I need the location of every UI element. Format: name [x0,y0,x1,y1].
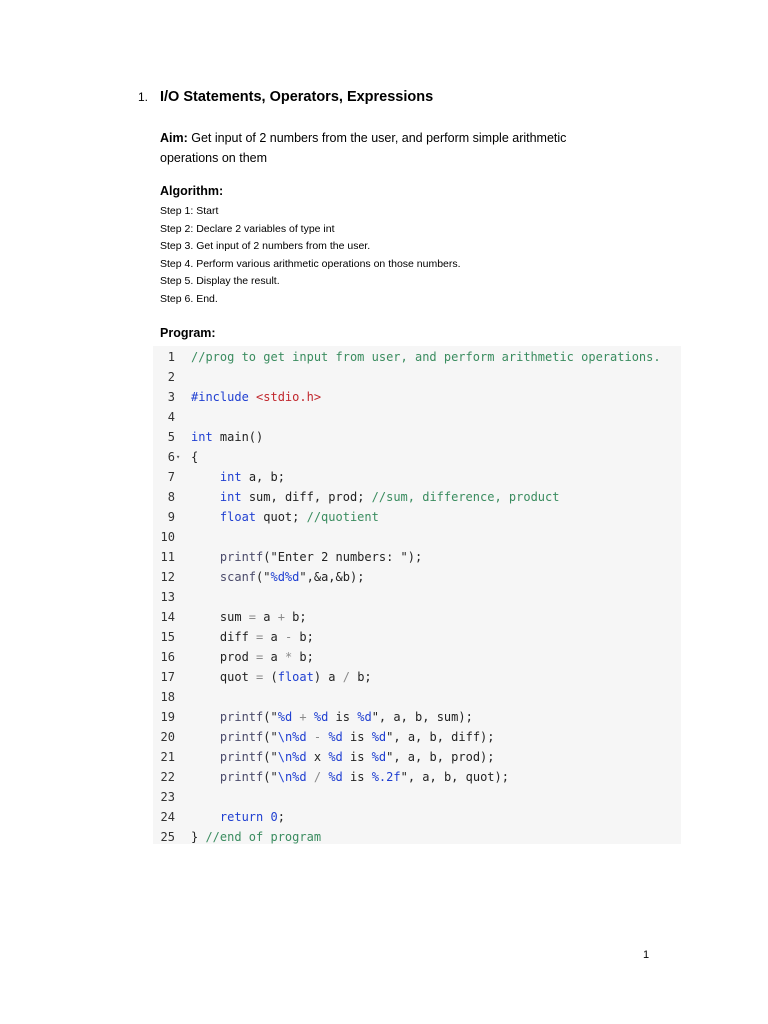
code-token: \n%d [277,750,307,764]
code-token: x [306,750,329,764]
code-token: b; [284,610,307,624]
algorithm-step: Step 3. Get input of 2 numbers from the user. [160,240,371,252]
code-text [191,807,285,827]
code-token: scanf [219,570,257,584]
line-number: 12 [160,570,175,584]
code-token [249,390,256,404]
code-token: return [219,810,264,824]
code-token: quot; [256,510,307,524]
code-text [191,747,495,767]
code-token: ; [277,810,285,824]
code-token: printf [219,750,264,764]
algorithm-steps [160,203,461,308]
code-token: a [263,630,285,644]
code-token: printf [219,550,264,564]
code-token: %d [371,750,387,764]
line-number: 25 [160,830,175,844]
code-token: (" [263,730,278,744]
code-token: = [256,670,264,684]
code-token [307,770,314,784]
algorithm-step: Step 6. End. [160,292,218,305]
code-token: - [284,630,293,644]
code-token: is [342,730,372,744]
code-text [191,547,422,567]
line-number: 4 [167,410,175,424]
code-token: is [342,770,372,784]
line-number: 20 [160,730,175,744]
code-token: is [342,750,372,764]
code-token: b; [349,670,372,684]
code-text [191,507,379,527]
line-number: 13 [160,590,175,604]
line-number: 6 [167,450,175,464]
code-token [191,470,220,484]
code-token: ", a, b, sum); [371,710,473,724]
code-token: (" [263,750,278,764]
code-token: ", a, b, diff); [386,730,495,744]
code-token: float [277,670,314,684]
code-token: main() [212,430,264,444]
code-token: ", a, b, quot); [400,770,509,784]
line-number: 1 [167,350,175,364]
algorithm-title: Algorithm: [160,184,224,198]
line-number: 21 [160,750,175,764]
code-token: //quotient [306,510,379,524]
line-number: 9 [167,510,175,524]
code-token: %.2f [371,770,401,784]
code-token: int [191,430,213,444]
code-token: int [219,490,242,504]
code-text [191,387,321,407]
code-token: / [313,770,322,784]
code-token [307,710,314,724]
line-number: 11 [160,550,175,564]
code-token: int [219,470,242,484]
section-number: 1. [138,90,149,104]
code-token: //prog to get input from user, and perform arithmetic operations. [191,350,661,364]
aim-paragraph [160,128,620,168]
code-text [191,667,372,687]
code-token: / [342,670,350,684]
code-token: + [299,710,307,724]
code-token: a [256,610,278,624]
code-token: printf [219,710,264,724]
code-token: //sum, difference, product [371,490,560,504]
code-token: (" [256,570,271,584]
code-token [307,730,314,744]
code-token: %d [328,770,343,784]
code-token: ( [263,670,278,684]
code-token: %d%d [270,570,300,584]
code-token: \n%d [277,730,307,744]
code-token: %d [313,710,329,724]
line-number: 2 [167,370,175,384]
code-text [191,427,263,447]
code-token: b; [292,650,314,664]
code-token [191,730,220,744]
line-number: 19 [160,710,175,724]
algorithm-step: Step 2: Declare 2 variables of type int [160,222,335,235]
code-block [153,346,681,844]
line-number: 23 [160,790,175,804]
code-token: printf [219,770,264,784]
code-token: (" [263,710,278,724]
code-text [191,647,314,667]
code-token: = [256,630,264,644]
code-text [191,567,364,587]
code-token: - [313,730,322,744]
code-token [191,510,220,524]
line-number: 14 [160,610,175,624]
algorithm-step: Step 5. Display the result. [160,275,280,287]
section-title: I/O Statements, Operators, Expressions [160,89,434,105]
code-token: 0 [270,810,278,824]
code-token [191,750,220,764]
program-title: Program: [160,326,216,340]
code-text [191,727,495,747]
code-text [191,627,314,647]
fold-arrow-icon[interactable]: ▾ [176,453,181,461]
code-token: + [277,610,285,624]
code-token: * [284,650,293,664]
line-number: 22 [160,770,175,784]
line-number: 7 [167,470,175,484]
code-token: %d [328,730,343,744]
code-token [263,810,270,824]
code-token: ("Enter 2 numbers: "); [263,550,423,564]
code-token: float [219,510,257,524]
code-text [191,767,509,787]
line-number: 8 [167,490,175,504]
line-number: 16 [160,650,175,664]
code-token: <stdio.h> [256,390,322,404]
code-token: ", a, b, prod); [386,750,495,764]
code-token: //end of program [205,830,322,844]
code-token: %d [328,750,343,764]
code-token [191,770,220,784]
code-token: quot [191,670,257,684]
code-text [191,487,559,507]
line-number: 24 [160,810,175,824]
code-token [191,490,220,504]
code-token: ",&a,&b); [299,570,365,584]
code-text [191,347,661,367]
code-text [191,607,307,627]
code-token: prod [191,650,257,664]
code-token: #include [191,390,249,404]
line-number: 18 [160,690,175,704]
code-token: (" [263,770,278,784]
code-token [191,570,220,584]
page-number: 1 [643,949,650,961]
code-token [191,550,220,564]
code-token: \n%d [277,770,307,784]
code-token: = [248,610,257,624]
code-token: diff [191,630,257,644]
code-token: ) a [313,670,343,684]
code-token: a [263,650,285,664]
line-number: 10 [160,530,175,544]
code-token: { [191,450,199,464]
line-number: 17 [160,670,175,684]
code-token: sum, diff, prod; [241,490,372,504]
code-token [191,710,220,724]
line-number: 3 [167,390,175,404]
code-token [191,810,220,824]
aim-label: Aim: [160,131,188,145]
code-text [191,827,321,844]
code-token: } [191,830,206,844]
aim-text: Get input of 2 numbers from the user, and perform simple arithmetic operations on them [160,131,567,165]
code-text [191,447,198,467]
code-token: = [256,650,264,664]
section-heading [138,89,433,105]
code-text [191,467,285,487]
algorithm-step: Step 4. Perform various arithmetic operations on those numbers. [160,257,461,270]
code-token: a, b; [241,470,285,484]
code-token: %d [357,710,372,724]
algorithm-step: Step 1: Start [160,205,219,217]
code-token: b; [292,630,314,644]
code-token: sum [191,610,249,624]
line-number: 5 [167,430,175,444]
line-number: 15 [160,630,175,644]
code-token: printf [219,730,264,744]
code-token: %d [277,710,293,724]
code-text [191,707,473,727]
code-token: %d [371,730,387,744]
code-token: is [328,710,358,724]
